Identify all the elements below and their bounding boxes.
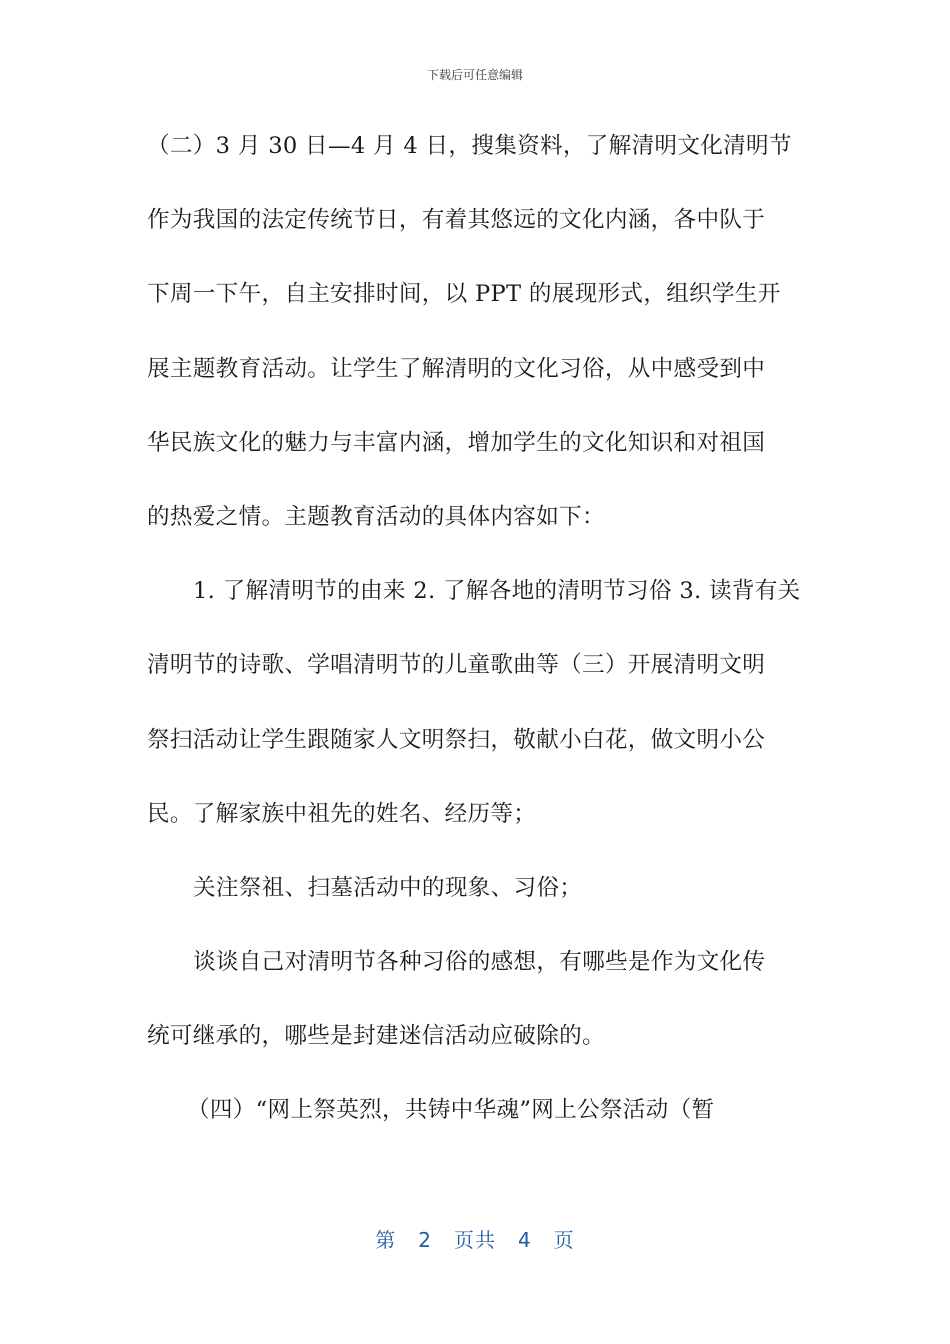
paragraph-line: 祭扫活动让学生跟随家人文明祭扫，敬献小白花，做文明小公	[147, 726, 766, 753]
body-text	[147, 122, 817, 1161]
page-header: 下载后可任意编辑	[426, 68, 523, 82]
page-footer	[0, 1224, 950, 1253]
paragraph-line: 下周一下午，自主安排时间，以 PPT 的展现形式，组织学生开	[147, 281, 781, 308]
paragraph-line: 关注祭祖、扫墓活动中的现象、习俗；	[193, 874, 583, 901]
footer-prefix: 第	[375, 1228, 397, 1252]
paragraph-line: 的热爱之情。主题教育活动的具体内容如下：	[147, 503, 605, 530]
paragraph-line: （二）3 月 30 日—4 月 4 日，搜集资料，了解清明文化清明节	[147, 133, 792, 159]
paragraph-line: 华民族文化的魅力与丰富内涵，增加学生的文化知识和对祖国	[147, 429, 766, 456]
paragraph-line: 民。了解家族中祖先的姓名、经历等；	[147, 800, 537, 827]
paragraph-line: 展主题教育活动。让学生了解清明的文化习俗，从中感受到中	[147, 355, 766, 382]
footer-suffix: 页	[553, 1228, 575, 1252]
paragraph-line: （四）“网上祭英烈，共铸中华魂”网上公祭活动（暂	[187, 1097, 715, 1124]
paragraph-line: 谈谈自己对清明节各种习俗的感想，有哪些是作为文化传	[193, 949, 766, 976]
paragraph-line: 1. 了解清明节的由来 2. 了解各地的清明节习俗 3. 读背有关	[193, 578, 801, 605]
footer-page-number: 2	[418, 1228, 432, 1252]
footer-total-pages: 4	[518, 1228, 532, 1252]
paragraph-line: 统可继承的，哪些是封建迷信活动应破除的。	[147, 1023, 605, 1050]
paragraph-line: 清明节的诗歌、学唱清明节的儿童歌曲等（三）开展清明文明	[147, 652, 766, 679]
footer-middle: 页共	[454, 1228, 496, 1252]
paragraph-line: 作为我国的法定传统节日，有着其悠远的文化内涵，各中队于	[147, 207, 766, 234]
